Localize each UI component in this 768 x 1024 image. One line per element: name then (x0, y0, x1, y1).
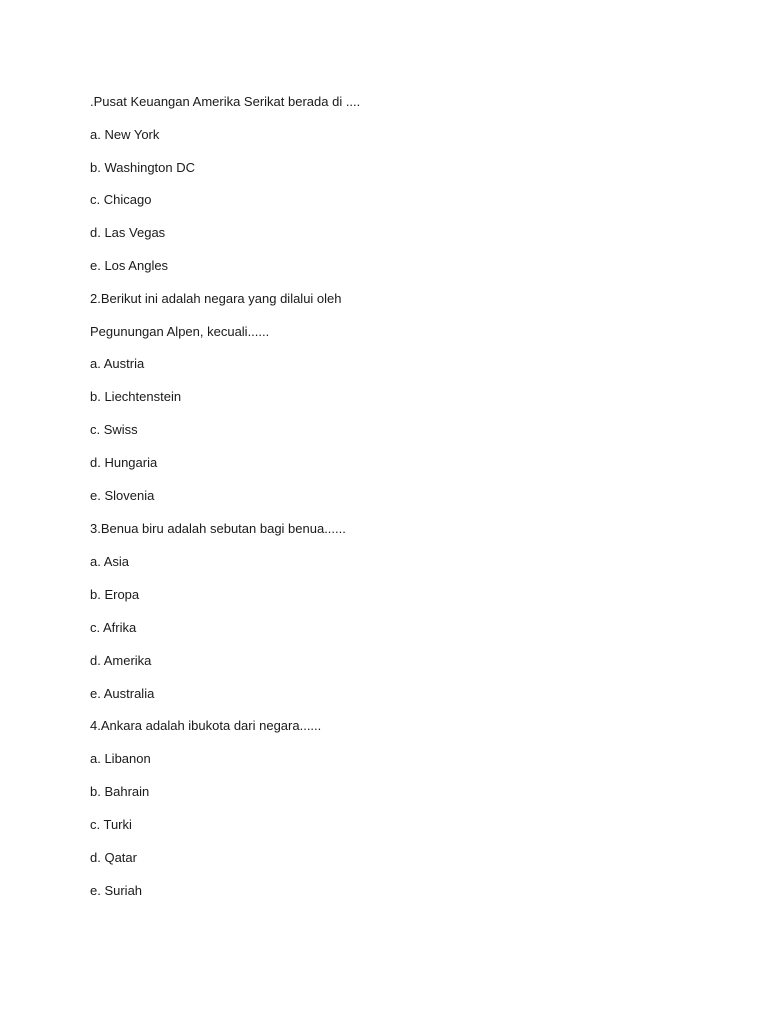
question-1-option-e: e. Los Angles (90, 258, 169, 273)
question-3-option-c: c. Afrika (90, 620, 137, 635)
question-4-option-e: e. Suriah (90, 883, 143, 898)
question-4-option-d: d. Qatar (90, 850, 137, 865)
question-2-option-d: d. Hungaria (90, 455, 158, 470)
question-1-option-b: b. Washington DC (90, 160, 196, 175)
question-2-option-a: a. Austria (90, 356, 145, 371)
question-2-option-b: b. Liechtenstein (90, 389, 182, 404)
question-3-option-b: b. Eropa (90, 587, 140, 602)
question-4-option-a: a. Libanon (90, 751, 151, 766)
question-3-option-e: e. Australia (90, 686, 155, 701)
question-2-prompt-line-1: 2.Berikut ini adalah negara yang dilalui oleh (90, 291, 342, 306)
question-3-option-a: a. Asia (90, 554, 130, 569)
question-1-prompt: .Pusat Keuangan Amerika Serikat berada di .... (90, 94, 361, 109)
question-1-option-d: d. Las Vegas (90, 225, 166, 240)
question-3-option-d: d. Amerika (90, 653, 152, 668)
question-4-option-b: b. Bahrain (90, 784, 150, 799)
question-3-prompt: 3.Benua biru adalah sebutan bagi benua...... (90, 521, 346, 536)
question-2-option-c: c. Swiss (90, 422, 138, 437)
question-4-option-c: c. Turki (90, 817, 132, 832)
question-1-option-c: c. Chicago (90, 192, 152, 207)
question-4-prompt: 4.Ankara adalah ibukota dari negara...... (90, 718, 322, 733)
question-2-prompt-line-2: Pegunungan Alpen, kecuali...... (90, 324, 270, 339)
question-2-option-e: e. Slovenia (90, 488, 155, 503)
question-1-option-a: a. New York (90, 127, 160, 142)
